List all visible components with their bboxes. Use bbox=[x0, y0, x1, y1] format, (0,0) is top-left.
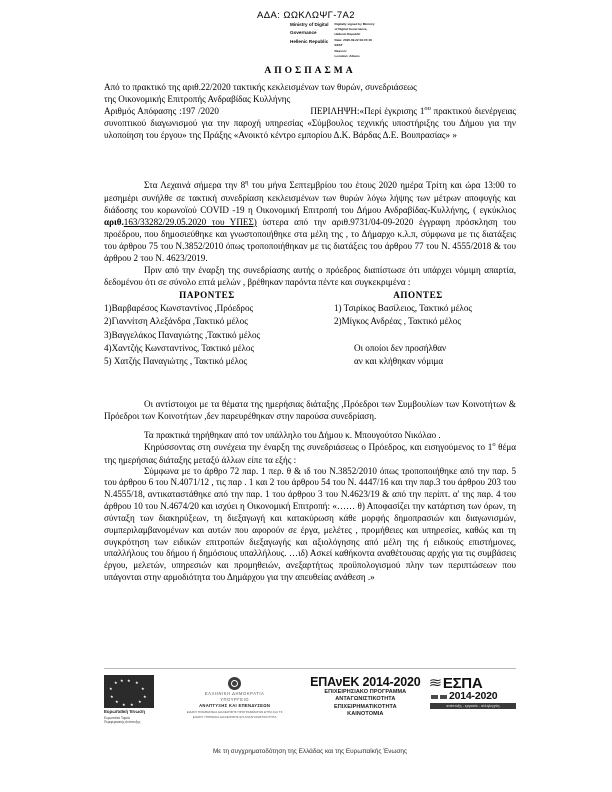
hellenic-republic-label: ΕΛΛΗΝΙΚΗ ΔΗΜΟΚΡΑΤΙΑ bbox=[204, 691, 265, 696]
minutes-keeper-paragraph: Τα πρακτικά τηρήθηκαν από τον υπάλληλο του Δήμου κ. Μπουγούτσο Νικόλαο . bbox=[144, 430, 441, 441]
summary-text-rest: πρακτικού διενέργειας συνοπτικού διαγωνισμού για την παροχή υπηρεσίας «Σύμβουλος τεχνικής υποστήριξης του Δήμου για την υλοποίηση του έργου» της Πράξης «Ανοικτό κέντρο εμπορίου Δ.Κ. Βάρδας Δ.Ε. Βουπρασίας» » bbox=[104, 106, 517, 141]
meeting-date-start: Στα Λεχαινά σήμερα την 8 bbox=[144, 180, 246, 191]
list-item: 2)Γιαννίτση Αλεξάνδρα ,Τακτικό μέλος bbox=[104, 316, 248, 327]
meeting-date-ordinal: η bbox=[245, 179, 249, 187]
document-body bbox=[104, 66, 516, 584]
absent-note-line-1: Οι οποίοι δεν προσήλθαν bbox=[354, 342, 447, 353]
circular-reference-link[interactable]: 163/33282/29.05.2020 του ΥΠΕΣ) bbox=[123, 216, 257, 227]
intro-line-2: της Οικονομικής Επιτροπής Ανδραβίδας Κυλλήνης bbox=[104, 94, 291, 105]
funding-logos-banner bbox=[104, 668, 516, 725]
opening-text-start: Κηρύσσοντας στη συνέχεια την έναρξη της συνεδριάσεως ο Πρόεδρος, και εισηγούμενος το 1 bbox=[144, 442, 493, 453]
legal-basis-paragraph: Σύμφωνα με το άρθρο 72 παρ. 1 περ. θ & ιδ του Ν.3852/2010 όπως τροποποιήθηκε από την παρ. 5 του άρθρου 6 του Ν.4071/12 , τις παρ . 1 και 2 του άρθρου 54 του Ν. 4447/16 και την παρ.3 του άρθρου 203 του Ν.4555/18, αντικαταστάθηκε από την παρ. 1 του άρθρου 3 του Ν.4623/19 & από την περίπτ. α' της παρ. 4 του άρθρου 10 του Ν.4674/20 και ισχύει η Οικονομική Επιτροπή: «…… θ) Αποφασίζει την κατάρτιση των όρων, τη σύνταξη των διακηρύξεων, τη διεξαγωγή και κατακύρωση κάθε μορφής δημοπρασιών και διαγωνισμών, συμπεριλαμβανομένων και αυτών που αφορούν σε έργα, μελέτες , προμήθειες και υπηρεσίες, καθώς και τη συγκρότηση των ειδικών επιτροπών διεξαγωγής και αξιολόγησης από μέλη της ή ειδικούς επιστήμονες, υπαλλήλους του δήμου ή δημόσιους υπαλλήλους. …ιδ) Ασκεί καθήκοντα αναθέτουσας αρχής για τις συμβάσεις έργου, μελετών, υπηρεσιών και προμηθειών, ανεξαρτήτως προϋπολογισμού πλην των περιπτώσεων που υπάγονται στην αρμοδιότητα του Δημάρχου για την απευθείας ανάθεση .» bbox=[104, 465, 516, 582]
eu-flag-icon: ★ ★ ★ ★ ★ ★ ★ ★ ★ ★ ★ ★ bbox=[104, 675, 154, 708]
signature-authority-name: Ministry of Digital Governance Hellenic Republic bbox=[290, 22, 329, 44]
epanek-logo bbox=[309, 675, 421, 718]
ministry-name: ΑΝΑΠΤΥΞΗΣ ΚΑΙ ΕΠΕΝΔΥΣΕΩΝ bbox=[199, 703, 271, 709]
espa-years-row bbox=[430, 691, 516, 702]
epanek-line-3: ΕΠΙΧΕΙΡΗΜΑΤΙΚΟΤΗΤΑ bbox=[333, 703, 397, 710]
epanek-program-name: ΕΠΑνΕΚ 2014-2020 bbox=[310, 675, 421, 689]
eu-title-text: Ευρωπαϊκή Ένωση bbox=[104, 709, 145, 714]
espa-tagline: ανάπτυξη - εργασία - αλληλεγγύη bbox=[430, 703, 516, 709]
epanek-line-1: ΕΠΙΧΕΙΡΗΣΙΑΚΟ ΠΡΟΓΡΑΜΜΑ bbox=[324, 689, 407, 696]
eu-fund-subtitle: Ευρωπαϊκό Ταμείο Περιφερειακής Ανάπτυξης bbox=[104, 715, 141, 725]
eu-logo bbox=[104, 675, 160, 725]
summary-label: ΠΕΡΙΛΗΨΗ: bbox=[310, 106, 360, 117]
intro-line-1: Από το πρακτικό της αριθ.22/2020 τακτικής κεκλεισμένων των θυρών, συνεδριάσεως bbox=[104, 82, 417, 92]
circular-label: αριθ. bbox=[104, 216, 124, 227]
espa-years-text: 2014-2020 bbox=[448, 690, 498, 702]
epanek-line-4: ΚΑΙΝΟΤΟΜΙΑ bbox=[347, 710, 384, 717]
communities-paragraph: Οι αντίστοιχοι με τα θέματα της ημερήσιας διάταξης ,Πρόεδροι των Συμβουλίων των Κοινοτήτων & Πρόεδροι των Κοινοτήτων ,δεν παρευρέθηκαν στην παρούσα συνεδρίαση. bbox=[104, 399, 516, 422]
ministry-label: ΥΠΟΥΡΓΕΙΟ bbox=[220, 697, 250, 703]
attendance-section bbox=[104, 290, 516, 368]
co-funding-note: Με τη συγχρηματοδότηση της Ελλάδας και της Ευρωπαϊκής Ένωσης bbox=[212, 748, 408, 755]
present-column bbox=[104, 290, 310, 368]
greek-emblem-icon bbox=[228, 677, 241, 690]
absent-heading: ΑΠΟΝΤΕΣ bbox=[393, 290, 443, 301]
intro-paragraph bbox=[104, 81, 516, 105]
espa-name-text: ΕΣΠΑ bbox=[442, 675, 483, 692]
espa-mini-flags-icon bbox=[430, 695, 447, 699]
absent-column bbox=[310, 290, 516, 368]
espa-logo bbox=[430, 675, 516, 709]
secretariat-line-2: ΕΙΔΙΚΗ ΥΠΗΡΕΣΙΑ ΔΙΑΧΕΙΡΙΣΗΣ ΕΠ ΑΝΤΑΓΩΝΙΣΤΙΚΟΤΗΤΑ bbox=[192, 714, 277, 719]
list-item: 1) Τσιρίκος Βασίλειος, Τακτικό μέλος bbox=[334, 303, 472, 314]
meeting-details-paragraph bbox=[104, 179, 516, 264]
opening-text-rest: θέμα της ημερήσιας διάταξης μεταξύ άλλων είπε τα εξής : bbox=[104, 442, 516, 465]
absent-note-line-2: αν και κλήθηκαν νόμιμα bbox=[354, 356, 444, 366]
list-item: 1)Βαρβαρέσος Κωνσταντίνος ,Πρόεδρος bbox=[104, 303, 254, 314]
digital-signature-stamp bbox=[290, 21, 375, 59]
document-title: ΑΠΟΣΠΑΣΜΑ bbox=[264, 66, 356, 76]
list-item: 5) Χατζής Παναγιώτης , Τακτικό μέλος bbox=[104, 356, 248, 366]
present-heading: ΠΑΡΟΝΤΕΣ bbox=[179, 290, 235, 301]
quorum-paragraph: Πριν από την έναρξη της συνεδρίασης αυτής ο πρόεδρος διαπίστωσε ότι υπάρχει νόμιμη απαρτία, δεδομένου ότι σε σύνολο επτά μελών , βρέθηκαν παρόντα πέντε και συγκεκριμένα : bbox=[104, 265, 516, 288]
signature-details: Digitally signed by Ministry of Digital Governance, Hellenic Republic Date: 2020.09.22 09:15:18 EEST Reason: Location: Athens bbox=[334, 21, 375, 58]
eu-logo-caption bbox=[104, 709, 160, 725]
meeting-details-text: του μήνα Σεπτεμβρίου του έτους 2020 ημέρα Τρίτη και ώρα 13:00 το μεσημέρι συνήλθε σε τακτική συνεδρίαση κεκλεισμένων των θυρών λόγω λήψης των μέτρων αποφυγής και διάδοσης του κορωνοϊού COVID -19 η Οικονομική Επιτροπή του Δήμου Ανδραβίδας-Κυλλήνης, ( εγκύκλιος bbox=[104, 180, 516, 215]
decision-number: Αριθμός Απόφασης :197 /2020 bbox=[104, 106, 219, 117]
summary-ordinal-suffix: ου bbox=[424, 105, 431, 113]
secretariat-line-1: ΕΙΔΙΚΗ ΓΡΑΜΜΑΤΕΙΑ ΔΙΑΧΕΙΡΙΣΗΣ ΠΡΟΓΡΑΜΜΑΤΩΝ ΕΤΠΑ ΚΑΙ ΤΣ bbox=[186, 709, 283, 714]
summary-text-start: «Περί έγκρισης 1 bbox=[359, 106, 425, 117]
ada-reference-number: ΑΔΑ: ΩΩΚΛΩΨΓ-7Α2 bbox=[257, 10, 355, 21]
opening-ordinal-suffix: ο bbox=[492, 441, 496, 449]
list-item: 2)Μίγκος Ανδρέας , Τακτικό μέλος bbox=[334, 316, 461, 327]
espa-name-row bbox=[430, 676, 516, 691]
decision-summary-paragraph bbox=[104, 105, 516, 141]
opening-paragraph bbox=[104, 441, 516, 465]
hellenic-republic-logo bbox=[169, 675, 301, 719]
espa-wave-icon: ≋ bbox=[428, 676, 443, 691]
epanek-line-2: ΑΝΤΑΓΩΝΙΣΤΙΚΟΤΗΤΑ bbox=[335, 696, 396, 703]
list-item: 4)Χαντζής Κωνσταντίνος, Τακτικό μέλος bbox=[104, 342, 255, 353]
list-item: 3)Βαγγελάκος Παναγιώτης ,Τακτικό μέλος bbox=[104, 329, 261, 340]
meeting-details-continued: ύστερα από την αριθ.9731/04-09-2020 έγγραφη πρόσκληση του προέδρου, που δημοσιεύθηκε και γνωστοποιήθηκε στα μέλη της , το Δήμαρχο κ.λ.π, σύμφωνα με τις διατάξεις του άρθρου 75 του Ν.3852/2010 όπως τροποποιήθηκαν με τις διατάξεις του άρθρου 77 του Ν. 4555/2018 & του άρθρου 2 του Ν. 4623/2019. bbox=[104, 216, 516, 264]
